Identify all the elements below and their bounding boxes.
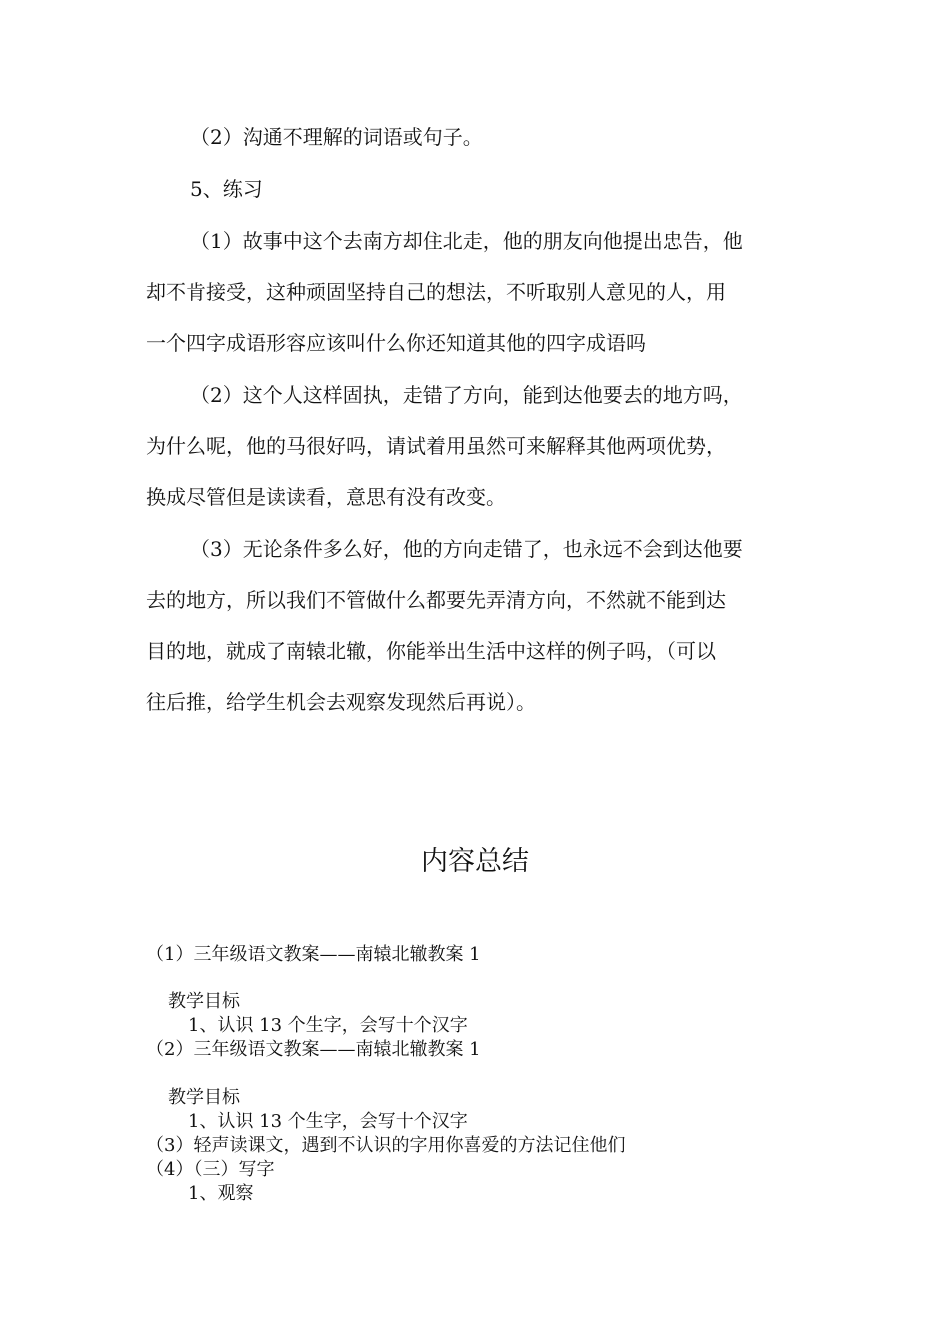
paragraph-line-7: 为什么呢，他的马很好吗，请试着用虽然可来解释其他两项优势， (146, 434, 726, 458)
paragraph-line-4: 却不肯接受，这种顽固坚持自己的想法，不听取别人意见的人，用 (146, 280, 726, 304)
summary-item-3: （3）轻声读课文，遇到不认识的字用你喜爱的方法记住他们 (146, 1135, 626, 1156)
summary-item-2: （2）三年级语文教案——南辕北辙教案 1 (146, 1039, 481, 1060)
section-heading-exercise: 5、练习 (190, 177, 263, 201)
summary-item-1: （1）三年级语文教案——南辕北辙教案 1 (146, 944, 481, 965)
paragraph-line-8: 换成尽管但是读读看，意思有没有改变。 (146, 485, 506, 509)
summary-detail-1: 1、认识 13 个生字，会写十个汉字 (188, 1015, 468, 1036)
paragraph-line-3: （1）故事中这个去南方却住北走，他的朋友向他提出忠告，他 (190, 229, 743, 253)
paragraph-line-1: （2）沟通不理解的词语或句子。 (190, 125, 483, 149)
paragraph-line-6: （2）这个人这样固执，走错了方向，能到达他要去的地方吗， (190, 383, 743, 407)
paragraph-line-5: 一个四字成语形容应该叫什么你还知道其他的四字成语吗 (146, 331, 646, 355)
paragraph-line-12: 往后推，给学生机会去观察发现然后再说）。 (146, 690, 536, 714)
summary-subheading-2: 教学目标 (168, 1087, 240, 1108)
summary-detail-4: 1、观察 (188, 1183, 254, 1204)
summary-item-4: （4）（三）写字 (146, 1159, 275, 1180)
summary-subheading-1: 教学目标 (168, 991, 240, 1012)
paragraph-line-10: 去的地方，所以我们不管做什么都要先弄清方向，不然就不能到达 (146, 588, 726, 612)
summary-title: 内容总结 (421, 846, 529, 877)
summary-detail-2: 1、认识 13 个生字，会写十个汉字 (188, 1111, 468, 1132)
paragraph-line-9: （3）无论条件多么好，他的方向走错了，也永远不会到达他要 (190, 537, 743, 561)
paragraph-line-11: 目的地，就成了南辕北辙，你能举出生活中这样的例子吗，（可以 (146, 639, 716, 663)
